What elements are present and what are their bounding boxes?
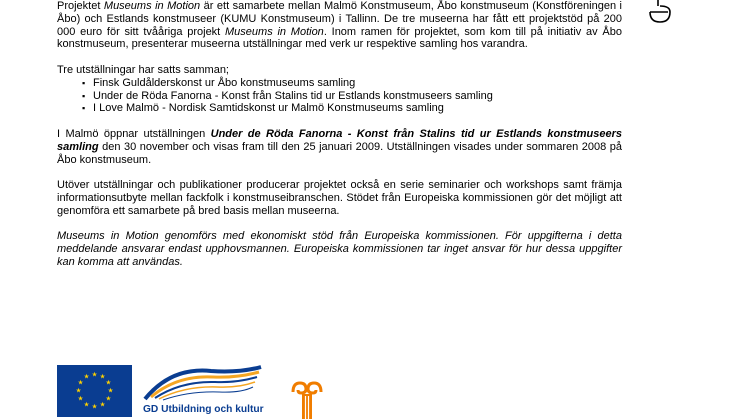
text-run: . Inom ramen för projektet, som kom till på initiativ av Åbo konstmuseum, presenterar museerna utställningar med verk ur respektive samling hos varandra. — [57, 25, 623, 51]
text-run: I Malmö öppnar utställningen — [57, 127, 211, 140]
project-name: Museums in Motion — [103, 0, 201, 12]
text-run: är ett samarbete mellan Malmö Konstmuseum, Åbo konstmuseum (Konstföreningen i Åbo) och Estlands konstmuseer (KUMU Konstmuseum) i Tallinn. De tre museerna har fått ett projektstöd på 200 000 euro för sitt tvååriga projekt — [57, 0, 623, 38]
svg-text:★: ★ — [77, 394, 84, 403]
exhibitions-intro: Tre utställningar har satts samman; — [57, 63, 229, 76]
svg-text:★: ★ — [107, 386, 114, 395]
gd-caption: GD Utbildning och kultur — [143, 404, 264, 415]
rotated-logo-fragment — [640, 0, 700, 32]
svg-text:★: ★ — [105, 394, 112, 403]
exhibition-title: Under de Röda Fanorna - Konst från Stalins tid ur Estlands konstmuseers samling — [57, 127, 622, 153]
svg-text:★: ★ — [91, 402, 98, 411]
opening-paragraph — [57, 128, 622, 166]
ionic-column-logo — [289, 380, 325, 419]
list-item: ▪ I Love Malmö - Nordisk Samtidskonst ur Malmö Konstmuseums samling — [93, 102, 622, 115]
svg-text:★: ★ — [83, 372, 90, 381]
disclaimer — [57, 230, 622, 268]
svg-text:★: ★ — [91, 370, 98, 379]
disclaimer-text: Museums in Motion genomförs med ekonomiskt stöd från Europeiska kommissionen. För uppgifterna i detta meddelande ansvarar endast upphovsmannen. Europeiska kommissionen tar inget ansvar för hur dessa uppgifter kan komma att användas. — [57, 230, 622, 268]
svg-text:★: ★ — [99, 372, 106, 381]
intro-paragraph — [57, 0, 622, 51]
seminars-paragraph: Utöver utställningar och publikationer producerar projektet också en serie seminarier och workshops samt främja informationsutbyte mellan fackfolk i konstmuseibranschen. Stödet från Europeiska kommissionen gör det möjligt att genomföra ett samarbete på bred basis mellan museerna. — [57, 179, 622, 217]
text-run: den 30 november och visas fram till den 25 januari 2009. Utställningen visades under sommaren 2008 på Åbo konstmuseum. — [57, 140, 622, 166]
press-release-body — [57, 0, 622, 269]
svg-text:★: ★ — [77, 378, 84, 387]
svg-text:★: ★ — [83, 400, 90, 409]
list-item: ▪ Finsk Guldålderskonst ur Åbo konstmuseums samling — [93, 77, 622, 90]
text-run: Projektet — [57, 0, 104, 12]
svg-text:★: ★ — [75, 386, 82, 395]
svg-text:★: ★ — [99, 400, 106, 409]
list-item: ▪ Under de Röda Fanorna - Konst från Stalins tid ur Estlands konstmuseers samling — [93, 90, 622, 103]
eu-flag-logo — [57, 365, 132, 417]
svg-text:★: ★ — [105, 378, 112, 387]
exhibition-list — [57, 77, 622, 115]
project-name: Museums in Motion — [225, 25, 324, 38]
